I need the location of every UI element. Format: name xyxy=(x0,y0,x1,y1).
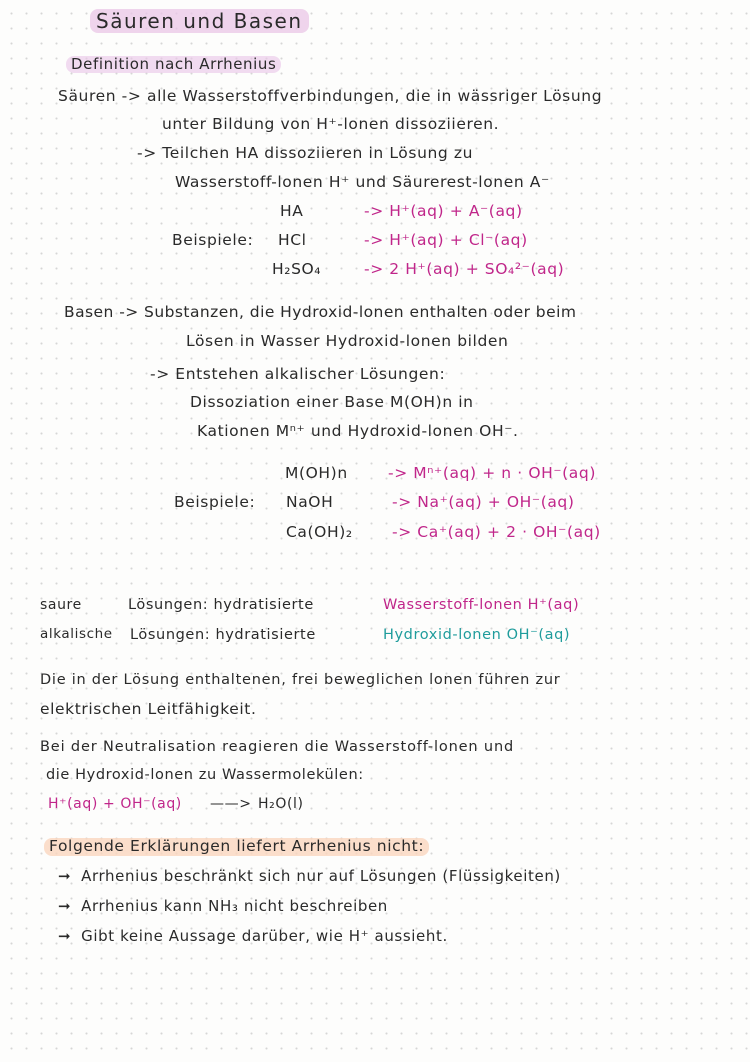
basen-line4: Dissoziation einer Base M(OH)n in xyxy=(190,393,474,411)
neutralisation-line2: die Hydroxid-lonen zu Wassermolekülen: xyxy=(46,767,364,783)
grenzen-heading: Folgende Erklärungen liefert Arrhenius nicht: xyxy=(44,838,429,856)
saeure-eq2-right: -> H⁺(aq) + Cl⁻(aq) xyxy=(364,231,528,249)
saure-loesungen-colored: Wasserstoff-lonen H⁺(aq) xyxy=(383,597,580,613)
alkalische-loesungen-label: alkalische xyxy=(40,626,113,642)
basen-line1: Basen -> Substanzen, die Hydroxid-lonen enthalten oder beim xyxy=(64,303,577,321)
saeure-eq1-right: -> H⁺(aq) + A⁻(aq) xyxy=(364,202,523,220)
base-eq2-left: NaOH xyxy=(286,493,334,511)
base-beispiele-label: Beispiele: xyxy=(174,493,256,511)
arrow-bullet-icon: ➞ xyxy=(58,867,72,885)
neutralisation-eq-right: H₂O(l) xyxy=(258,796,304,812)
basen-line2: Lösen in Wasser Hydroxid-lonen bilden xyxy=(186,332,509,350)
arrhenius-heading: Definition nach Arrhenius xyxy=(66,56,281,73)
page-title: Säuren und Basen xyxy=(90,9,309,33)
grenzen-item: ➞ Arrhenius kann NH₃ nicht beschreiben xyxy=(58,897,388,915)
basen-line5: Kationen Mⁿ⁺ und Hydroxid-lonen OH⁻. xyxy=(197,422,519,440)
leitfaehigkeit-line2: elektrischen Leitfähigkeit. xyxy=(40,700,257,718)
saeure-beispiele-label: Beispiele: xyxy=(172,231,254,249)
arrow-bullet-icon: ➞ xyxy=(58,927,72,945)
arrow-bullet-icon: ➞ xyxy=(58,897,72,915)
saeuren-definition-line1: Säuren -> alle Wasserstoffverbindungen, die in wässriger Lösung xyxy=(58,87,603,105)
neutralisation-eq-left: H⁺(aq) + OH⁻(aq) xyxy=(48,796,182,812)
saeuren-definition-line2: unter Bildung von H⁺-lonen dissoziieren. xyxy=(162,115,500,133)
neutralisation-eq-arrow: ——> xyxy=(210,796,252,812)
base-eq1-right: -> Mⁿ⁺(aq) + n · OH⁻(aq) xyxy=(388,464,596,482)
grenzen-item: ➞ Gibt keine Aussage darüber, wie H⁺ aussieht. xyxy=(58,927,448,945)
teilchen-line1: -> Teilchen HA dissoziieren in Lösung zu xyxy=(137,144,474,162)
saeure-eq2-left: HCl xyxy=(278,231,307,249)
alkalische-loesungen-text: Lösungen: hydratisierte xyxy=(130,627,316,643)
basen-line3: -> Entstehen alkalischer Lösungen: xyxy=(150,365,446,383)
saure-loesungen-text: Lösungen: hydratisierte xyxy=(128,597,314,613)
neutralisation-line1: Bei der Neutralisation reagieren die Wasserstoff-lonen und xyxy=(40,739,515,755)
saure-loesungen-label: saure xyxy=(40,597,82,613)
grenzen-item: ➞ Arrhenius beschränkt sich nur auf Lösungen (Flüssigkeiten) xyxy=(58,867,561,885)
saeure-eq3-right: -> 2 H⁺(aq) + SO₄²⁻(aq) xyxy=(364,260,565,278)
base-eq2-right: -> Na⁺(aq) + OH⁻(aq) xyxy=(392,493,575,511)
saeure-eq1-left: HA xyxy=(280,202,304,220)
base-eq3-left: Ca(OH)₂ xyxy=(286,523,353,541)
base-eq3-right: -> Ca⁺(aq) + 2 · OH⁻(aq) xyxy=(392,523,601,541)
alkalische-loesungen-colored: Hydroxid-lonen OH⁻(aq) xyxy=(383,627,571,643)
teilchen-line2: Wasserstoff-lonen H⁺ und Säurerest-lonen A⁻ xyxy=(175,173,550,191)
base-eq1-left: M(OH)n xyxy=(285,464,348,482)
saeure-eq3-left: H₂SO₄ xyxy=(272,260,322,278)
leitfaehigkeit-line1: Die in der Lösung enthaltenen, frei beweglichen lonen führen zur xyxy=(40,672,561,688)
